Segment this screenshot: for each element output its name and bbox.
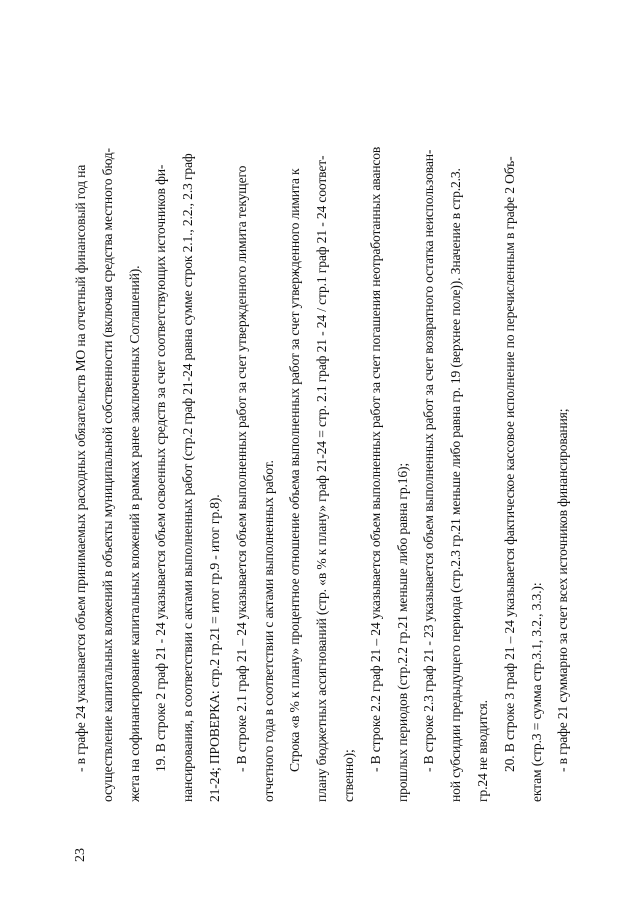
text-line: ной субсидии предыдущего периода (стр.2.3 гр.21 меньше либо равна гр. 19 (верхнее поле)). Значение в стр.2.3.: [448, 168, 464, 802]
document-body: [68, 42, 577, 802]
text-line: отчетного года в соответствии с актами выполненных работ.: [260, 460, 276, 802]
rotated-content: [40, 42, 600, 862]
text-line: - В строке 2.2 граф 21 – 24 указывается объем выполненных работ за счет погашения неотработанных авансов: [367, 146, 383, 772]
text-line: - В строке 2.3 граф 21 - 23 указывается объем выполненных работ за счет возвратного остатка неиспользован-: [421, 149, 437, 772]
text-line: - в графе 24 указывается объем принимаемых расходных обязательств МО на отчетный финансовый год на: [73, 164, 88, 772]
text-line: прошлых периодов (стр.2.2 гр.21 меньше либо равна гр.16);: [394, 462, 410, 802]
text-line: ственно);: [340, 749, 356, 802]
text-line: осуществление капитальных вложений в объекты муниципальной собственности (включая средства местного бюд-: [99, 148, 115, 802]
text-line: 20. В строке 3 граф 21 – 24 указывается фактическое кассовое исполнение по перечисленным в графе 2 Объ-: [501, 156, 517, 772]
text-line: 19. В строке 2 граф 21 - 24 указывается объем освоенных средств за счет соответствующих источников фи-: [153, 164, 169, 772]
text-line: гр.24 не вводится.: [474, 700, 490, 802]
text-line: плану бюджетных ассигнований (стр. «в % к плану» граф 21-24 = стр. 2.1 граф 21 - 24 / стр.1 граф 21 - 24 соответ-: [314, 155, 330, 802]
text-line: жета на софинансирование капитальных вложений в рамках ранее заключенных Соглашений).: [126, 265, 142, 802]
page-number: 23: [73, 848, 88, 862]
text-line: ектам (стр.3 = сумма стр.3.1, 3.2., 3.3.):: [528, 582, 544, 802]
text-line: Строка «в % к плану» процентное отношение объема выполненных работ за счет утвержденного лимита к: [287, 168, 303, 772]
text-line: - в графе 21 суммарно за счет всех источников финансирования;: [555, 408, 571, 772]
text-line: нансирования, в соответствии с актами выполненных работ (стр.2 граф 21-24 равна сумме строк 2.1., 2.2., 2.3 граф: [180, 153, 196, 802]
text-line: 21-24; ПРОВЕРКА: стр.2 гр.21 = итог гр.9 - итог гр.8).: [206, 494, 222, 802]
text-line: - В строке 2.1 граф 21 – 24 указывается объем выполненных работ за счет утвержденного лимита текущего: [233, 165, 249, 772]
